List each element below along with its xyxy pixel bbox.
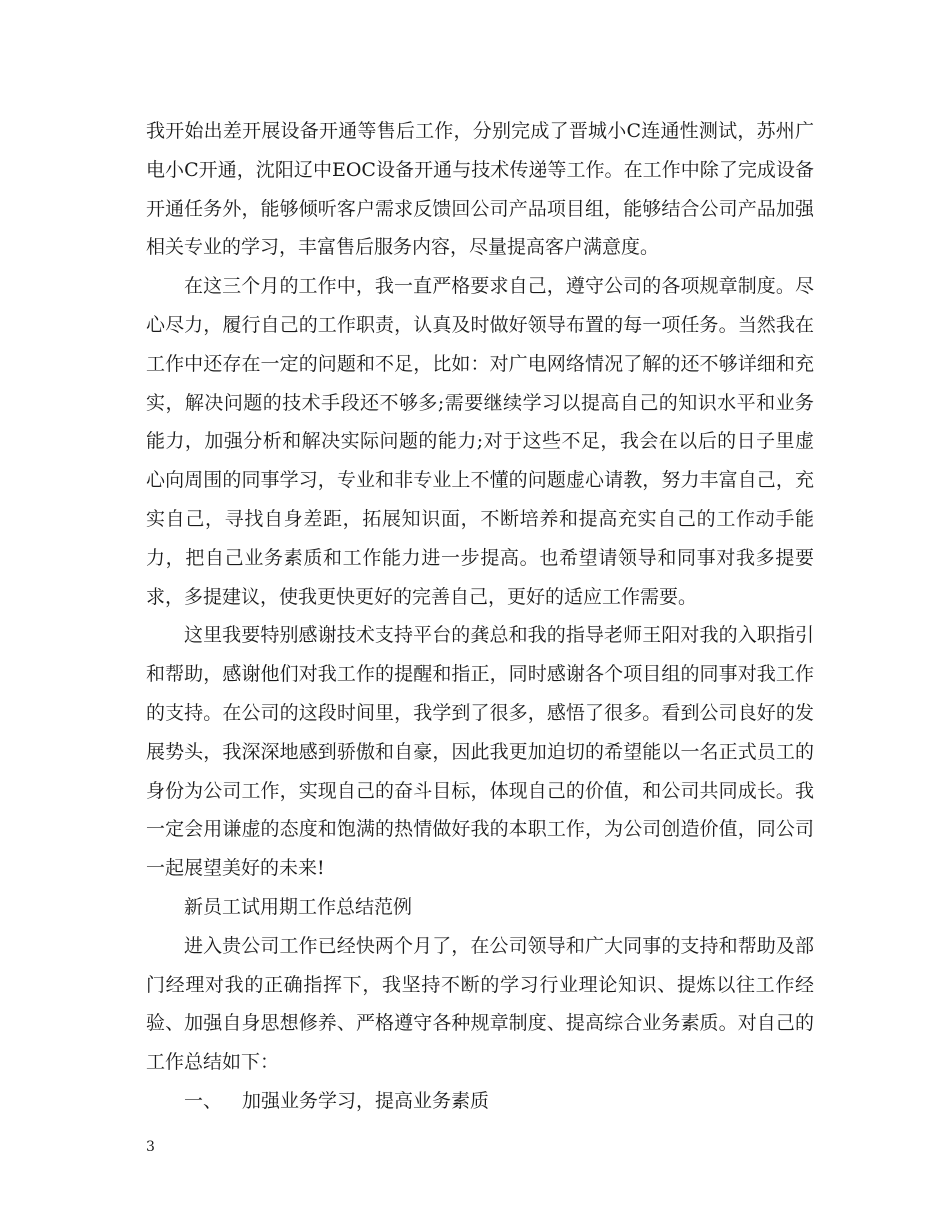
paragraph-introduction: 进入贵公司工作已经快两个月了，在公司领导和广大同事的支持和帮助及部门经理对我的正确指挥下，我坚持不断的学习行业理论知识、提炼以往工作经验、加强自身思想修养、严格遵守各种规章制度、提高综合业务素质。对自己的工作总结如下： [146,934,814,1074]
page-number: 3 [146,1139,155,1155]
heading-number: 一、 [184,1089,223,1112]
heading-text: 加强业务学习，提高业务素质 [242,1089,490,1112]
paragraph-continued: 我开始出差开展设备开通等售后工作，分别完成了晋城小C连通性测试，苏州广电小C开通，沈阳辽中EOC设备开通与技术传递等工作。在工作中除了完成设备开通任务外，能够倾听客户需求反馈回公司产品项目组，能够结合公司产品加强相关专业的学习，丰富售后服务内容，尽量提高客户满意度。 [146,120,814,259]
paragraph-acknowledgement: 这里我要特别感谢技术支持平台的龚总和我的指导老师王阳对我的入职指引和帮助，感谢他们对我工作的提醒和指正，同时感谢各个项目组的同事对我工作的支持。在公司的这段时间里，我学到了很多，感悟了很多。看到公司良好的发展势头，我深深地感到骄傲和自豪，因此我更加迫切的希望能以一名正式员工的身份为公司工作，实现自己的奋斗目标，体现自己的价值，和公司共同成长。我一定会用谦虚的态度和饱满的热情做好我的本职工作，为公司创造价值，同公司一起展望美好的未来! [146,624,814,880]
section-title: 新员工试用期工作总结范例 [184,895,413,918]
numbered-heading [146,1082,814,1121]
paragraph-self-evaluation: 在这三个月的工作中，我一直严格要求自己，遵守公司的各项规章制度。尽心尽力，履行自己的工作职责，认真及时做好领导布置的每一项任务。当然我在工作中还存在一定的问题和不足，比如：对广电网络情况了解的还不够详细和充实，解决问题的技术手段还不够多;需要继续学习以提高自己的知识水平和业务能力，加强分析和解决实际问题的能力;对于这些不足，我会在以后的日子里虚心向周围的同事学习，专业和非专业上不懂的问题虚心请教，努力丰富自己，充实自己，寻找自身差距，拓展知识面，不断培养和提高充实自己的工作动手能力，把自己业务素质和工作能力进一步提高。也希望请领导和同事对我多提要求，多提建议，使我更快更好的完善自己，更好的适应工作需要。 [146,275,814,608]
document-body [146,112,814,1121]
